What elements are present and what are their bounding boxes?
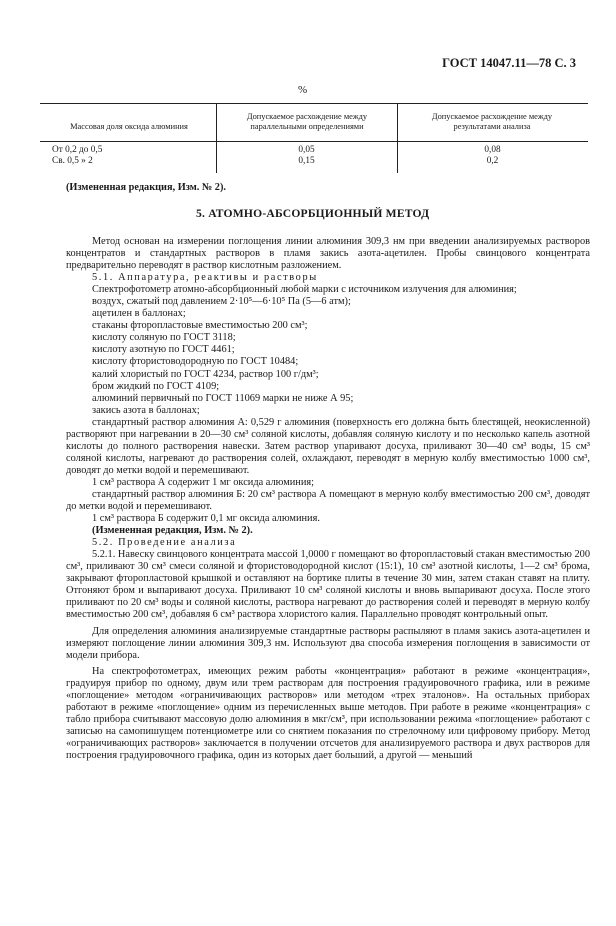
- table-unit: %: [298, 84, 308, 96]
- solution-b-content: 1 см³ раствора Б содержит 0,1 мг оксида алюминия.: [92, 513, 320, 525]
- table-row-2-col3: 0,2: [486, 156, 499, 166]
- list-item: стаканы фторопластовые вместимостью 200 см³;: [92, 320, 308, 332]
- intro-paragraph: Метод основан на измерении поглощения линии алюминия 309,3 нм при введении анализируемых растворов концентратов и стандартных растворов в пламя закись азота-ацетилен. Пробы свинцового концентрата предварительно переводят в раствор кислотным разложением.: [66, 236, 590, 272]
- list-item: алюминий первичный по ГОСТ 11069 марки не ниже А 95;: [92, 392, 354, 404]
- list-item: ацетилен в баллонах;: [92, 308, 186, 320]
- list-item: кислоту соляную по ГОСТ 3118;: [92, 332, 236, 344]
- section-title: 5. АТОМНО-АБСОРБЦИОННЫЙ МЕТОД: [196, 207, 430, 220]
- list-item: калий хлористый по ГОСТ 4234, раствор 100 г/дм³;: [92, 368, 319, 380]
- table-row-1-col1: От 0,2 до 0,5: [52, 145, 103, 155]
- table-header-rule: [40, 141, 588, 142]
- table-row-2-col2: 0,15: [298, 156, 315, 166]
- spectrophotometer-item: Спектрофотометр атомно-абсорбционный любой марки с источником излучения для алюминия;: [92, 284, 517, 296]
- page-header: ГОСТ 14047.11—78 С. 3: [442, 56, 576, 70]
- table-row-1-col2: 0,05: [298, 145, 315, 155]
- standard-solution-b: стандартный раствор алюминия Б: 20 см³ раствора А помещают в мерную колбу вместимостью 200 см³, доводят до метки водой и перемешивают.: [66, 488, 590, 513]
- table-header-col2: Допускаемое расхождение между параллельными определениями: [246, 112, 368, 131]
- amendment-note: (Измененная редакция, Изм. № 2).: [66, 182, 226, 193]
- solution-a-content: 1 см³ раствора А содержит 1 мг оксида алюминия;: [92, 476, 314, 488]
- amendment-note-2: (Измененная редакция, Изм. № 2).: [92, 525, 253, 537]
- list-item: воздух, сжатый под давлением 2·10⁵—6·10⁵ Па (5—6 атм);: [92, 296, 351, 308]
- body-text: [66, 236, 590, 762]
- standard-solution-a: стандартный раствор алюминия А: 0,529 г алюминия (поверхность его должна быть блестящей, неокисленной) растворяют при нагревании в 20—30 см³ соляной кислоты, добавляя соляную кислоту и по несколько капель азотной кислоты до полного растворения навески. Затем раствор упаривают досуха, приливают 30—40 см³ воды, 15 см³ соляной кислоты, нагревают до растворения солей, охлаждают, переводят в мерную колбу вместимостью 1000 см³, доводят до метки водой и перемешивают.: [66, 416, 590, 476]
- list-item: кислоту фтористоводородную по ГОСТ 10484;: [92, 356, 299, 368]
- table-header-col1: Массовая доля оксида алюминия: [70, 122, 188, 131]
- subsection-heading-5-2: 5.2. Проведение анализа: [92, 537, 237, 549]
- table-top-rule: [40, 103, 588, 104]
- procedure-5-2-1: 5.2.1. Навеску свинцового концентрата массой 1,0000 г помещают во фторопластовый стакан вместимостью 200 см³, приливают 30 см³ смеси соляной и фтористоводородной кислот (15:1), 10 см³ азотной кислоты, 1—2 см³ брома, закрывают фторопластовой крышкой и оставляют на бортике плиты в течение 30 мин, затем стакан ставят на плиту. Отгоняют бром и выпаривают досуха. Приливают 10 см³ соляной кислоты и вновь выпаривают досуха. После этого приливают по 20 см³ воды и соляной кислоты, раствора нагревают до растворения солей и переводят в мерную колбу вместимостью 200 см³, добавляя 6 см³ раствора хлористого калия. Параллельно проводят контрольный опыт.: [66, 549, 590, 621]
- subsection-heading-5-1: 5.1. Аппаратура, реактивы и растворы: [92, 272, 318, 284]
- determination-paragraph: Для определения алюминия анализируемые стандартные растворы распыляют в пламя закись азота-ацетилен и измеряют поглощение линии алюминия 309,3 нм. Используют два способа измерения поглощения в зависимости от модели прибора.: [66, 625, 590, 661]
- spectrophotometer-modes-paragraph: На спектрофотометрах, имеющих режим работы «концентрация» работают в режиме «концентрация», градуируя прибор по одному, двум или трем растворам для построения градуировочного графика, или в режиме «поглощение» методом «ограничивающих растворов» или методом «трех эталонов». На остальных приборах работают в режиме «поглощение» одним из перечисленных выше методов. При работе в режиме «концентрация» с табло прибора считывают массовую долю алюминия в мкг/см³, при использовании режима «поглощение» работают с записью на самопишущем потенциометре или со снятием показания по стрелочному или цифровому прибору. Метод «ограничивающих растворов» заключается в получении отсчетов для анализируемого раствора и двух растворов для построения градуировочного графика, один из которых дает больший, а другой — меньший: [66, 665, 590, 761]
- table-row-1-col3: 0,08: [484, 145, 501, 155]
- table-header-col3: Допускаемое расхождение между результатами анализа: [431, 112, 553, 131]
- list-item: бром жидкий по ГОСТ 4109;: [92, 380, 220, 392]
- list-item: закись азота в баллонах;: [92, 404, 200, 416]
- table-row-2-col1: Св. 0,5 » 2: [52, 156, 93, 166]
- list-item: кислоту азотную по ГОСТ 4461;: [92, 344, 235, 356]
